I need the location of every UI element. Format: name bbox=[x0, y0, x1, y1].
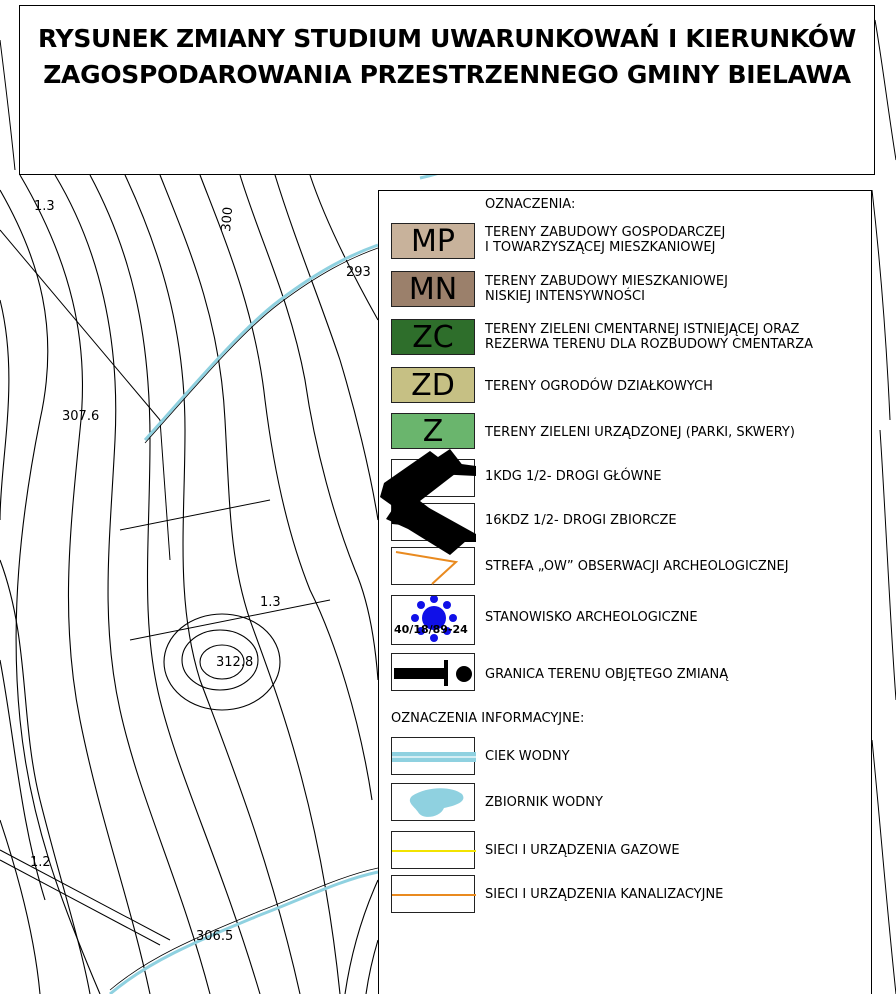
elev-label-306-5: 306.5 bbox=[196, 929, 234, 944]
legend-swatch-arch-site bbox=[391, 595, 475, 645]
legend-info-heading: OZNACZENIA INFORMACYJNE: bbox=[391, 711, 585, 726]
legend-swatch-boundary bbox=[391, 653, 475, 691]
legend-code-zc: ZC bbox=[412, 319, 454, 355]
road-symbol-overlay bbox=[380, 445, 480, 555]
legend-label-collector-road: 16KDZ 1/2- DROGI ZBIORCZE bbox=[485, 513, 677, 528]
legend-label-mp-line2: I TOWARZYSZĄCEJ MIESZKANIOWEJ bbox=[485, 240, 716, 255]
legend-code-mn: MN bbox=[408, 271, 458, 307]
legend-swatch-z bbox=[391, 413, 475, 449]
legend-swatch-mn bbox=[391, 271, 475, 307]
legend-swatch-zc bbox=[391, 319, 475, 355]
legend-code-zd: ZD bbox=[411, 367, 455, 403]
legend-label-mn-line1: TERENY ZABUDOWY MIESZKANIOWEJ bbox=[485, 274, 728, 289]
elev-label-1-2: 1.2 bbox=[30, 855, 51, 870]
legend-label-stream: CIEK WODNY bbox=[485, 749, 570, 764]
legend-label-ow-zone: STREFA „OW” OBSERWACJI ARCHEOLOGICZNEJ bbox=[485, 559, 789, 574]
elev-label-300: 300 bbox=[219, 206, 237, 233]
elev-label-1-3-b: 1.3 bbox=[260, 595, 281, 610]
legend-label-arch-site: STANOWISKO ARCHEOLOGICZNE bbox=[485, 610, 698, 625]
legend-label-sewage: SIECI I URZĄDZENIA KANALIZACYJNE bbox=[485, 887, 724, 902]
elev-label-1-3-a: 1.3 bbox=[34, 199, 55, 214]
legend-label-zc-line2: REZERWA TERENU DLA ROZBUDOWY CMENTARZA bbox=[485, 337, 814, 352]
legend-swatch-reservoir bbox=[391, 783, 475, 821]
arch-site-code: 40/18/89-24 bbox=[394, 623, 468, 636]
legend-label-mp-line1: TERENY ZABUDOWY GOSPODARCZEJ bbox=[485, 225, 726, 240]
elev-label-312: 312.8 bbox=[216, 655, 254, 670]
legend-panel bbox=[378, 190, 872, 994]
legend-swatch-mp bbox=[391, 223, 475, 259]
legend-code-mp: MP bbox=[411, 223, 455, 259]
legend-label-reservoir: ZBIORNIK WODNY bbox=[485, 795, 603, 810]
map-title-line-1: RYSUNEK ZMIANY STUDIUM UWARUNKOWAŃ I KIERUNKÓW bbox=[37, 24, 857, 53]
legend-swatch-gas bbox=[391, 831, 475, 869]
elev-label-307-6: 307.6 bbox=[62, 409, 100, 424]
title-block bbox=[19, 5, 875, 175]
legend-label-mn-line2: NISKIEJ INTENSYWNOŚCI bbox=[485, 289, 645, 304]
legend-label-mp bbox=[485, 225, 725, 255]
legend-heading: OZNACZENIA: bbox=[485, 197, 576, 212]
legend-label-zc-line1: TERENY ZIELENI CMENTARNEJ ISTNIEJĄCEJ ORAZ bbox=[485, 322, 800, 337]
legend-swatch-sewage bbox=[391, 875, 475, 913]
legend-label-boundary: GRANICA TERENU OBJĘTEGO ZMIANĄ bbox=[485, 667, 729, 682]
legend-swatch-stream bbox=[391, 737, 475, 775]
legend-label-mn bbox=[485, 274, 728, 304]
map-title-line-2: ZAGOSPODAROWANIA PRZESTRZENNEGO GMINY BIELAWA bbox=[43, 60, 851, 89]
legend-label-gas: SIECI I URZĄDZENIA GAZOWE bbox=[485, 843, 680, 858]
legend-code-z: Z bbox=[422, 413, 444, 449]
legend-label-z: TERENY ZIELENI URZĄDZONEJ (PARKI, SKWERY) bbox=[485, 425, 795, 440]
elev-label-293: 293 bbox=[346, 265, 371, 280]
legend-label-zc bbox=[485, 322, 813, 352]
legend-label-zd: TERENY OGRODÓW DZIAŁKOWYCH bbox=[485, 379, 713, 394]
legend-swatch-zd bbox=[391, 367, 475, 403]
legend-label-main-road: 1KDG 1/2- DROGI GŁÓWNE bbox=[485, 469, 662, 484]
